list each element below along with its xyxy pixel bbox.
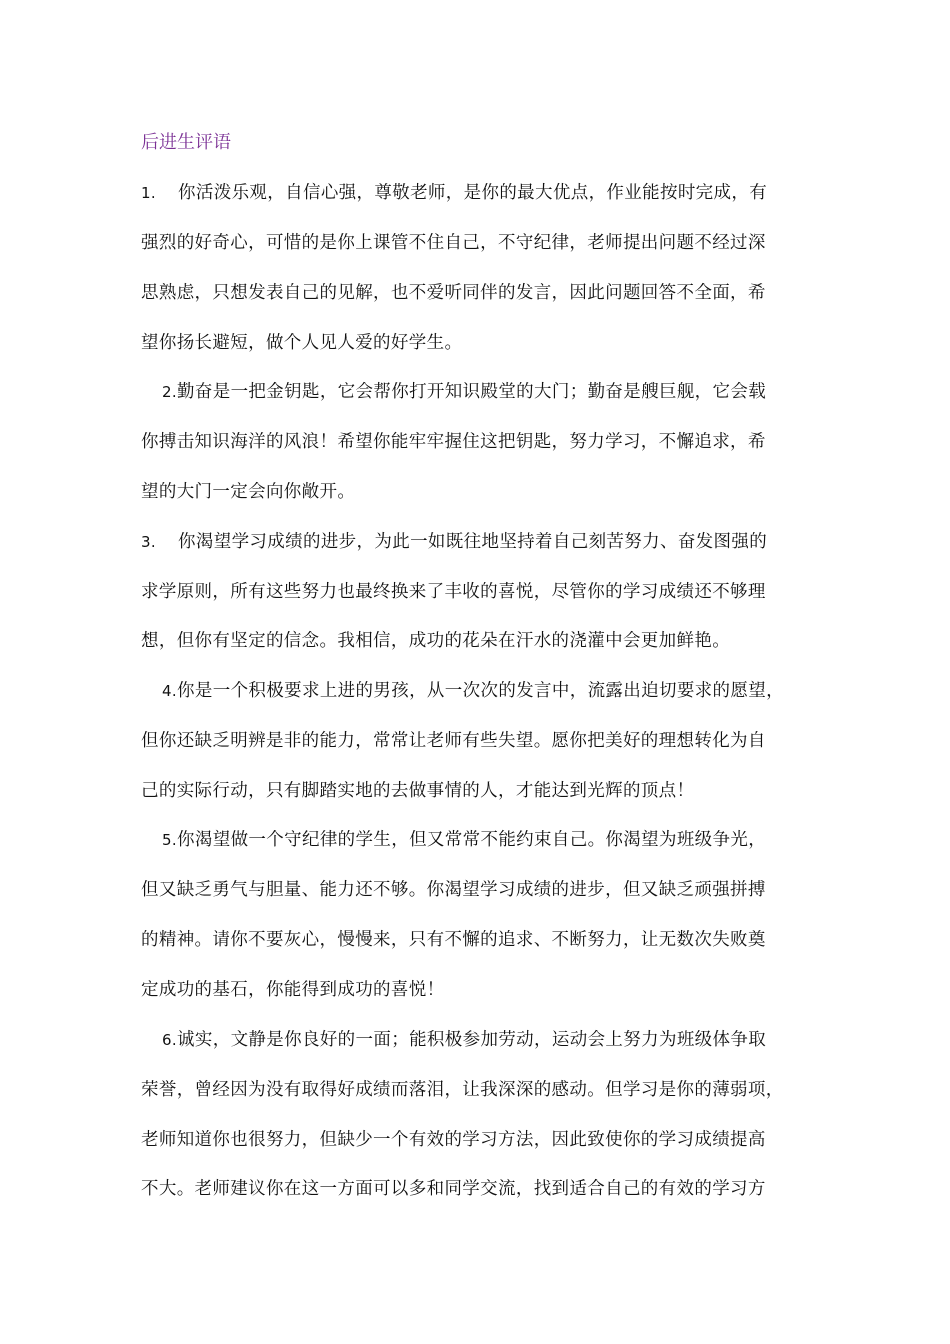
paragraph-2-line-1 — [162, 379, 766, 405]
paragraph-6-text: 诚实，文静是你良好的一面；能积极参加劳动，运动会上努力为班级体争取 — [177, 1030, 767, 1050]
paragraph-5-line-3: 的精神。请你不要灰心，慢慢来，只有不懈的追求、不断努力，让无数次失败奠 — [141, 930, 766, 950]
paragraph-3-line-2: 求学原则，所有这些努力也最终换来了丰收的喜悦，尽管你的学习成绩还不够理 — [141, 582, 766, 602]
paragraph-4-line-2: 但你还缺乏明辨是非的能力，常常让老师有些失望。愿你把美好的理想转化为自 — [141, 731, 766, 751]
paragraph-1-text: 你活泼乐观，自信心强，尊敬老师，是你的最大优点，作业能按时完成，有 — [178, 183, 768, 203]
paragraph-3-line-1 — [141, 529, 767, 555]
paragraph-6-line-1 — [162, 1027, 766, 1053]
paragraph-6-line-4: 不大。老师建议你在这一方面可以多和同学交流，找到适合自己的有效的学习方 — [141, 1179, 766, 1199]
paragraph-3-line-3: 想，但你有坚定的信念。我相信，成功的花朵在汗水的浇灌中会更加鲜艳。 — [141, 631, 731, 651]
paragraph-2-text: 勤奋是一把金钥匙，它会帮你打开知识殿堂的大门；勤奋是艘巨舰，它会载 — [177, 382, 767, 402]
paragraph-4-line-3: 己的实际行动，只有脚踏实地的去做事情的人，才能达到光辉的顶点！ — [141, 781, 695, 801]
paragraph-1-line-1 — [141, 180, 767, 206]
paragraph-1-number: 1. — [141, 184, 157, 202]
paragraph-5-line-2: 但又缺乏勇气与胆量、能力还不够。你渴望学习成绩的进步，但又缺乏顽强拼搏 — [141, 880, 766, 900]
paragraph-4-line-1 — [162, 678, 784, 704]
paragraph-5-line-4: 定成功的基石，你能得到成功的喜悦！ — [141, 980, 445, 1000]
paragraph-1-line-2: 强烈的好奇心，可惜的是你上课管不住自己，不守纪律，老师提出问题不经过深 — [141, 233, 766, 253]
paragraph-6-number: 6. — [162, 1031, 178, 1049]
paragraph-4-text: 你是一个积极要求上进的男孩，从一次次的发言中，流露出迫切要求的愿望， — [177, 681, 784, 701]
paragraph-1-line-4: 望你扬长避短，做个人见人爱的好学生。 — [141, 333, 463, 353]
paragraph-2-number: 2. — [162, 383, 178, 401]
paragraph-3-number: 3. — [141, 533, 157, 551]
document-title: 后进生评语 — [141, 132, 231, 153]
paragraph-6-line-2: 荣誉，曾经因为没有取得好成绩而落泪，让我深深的感动。但学习是你的薄弱项， — [141, 1080, 784, 1100]
paragraph-2-line-3: 望的大门一定会向你敞开。 — [141, 482, 356, 502]
paragraph-3-text: 你渴望学习成绩的进步，为此一如既往地坚持着自己刻苦努力、奋发图强的 — [178, 532, 768, 552]
paragraph-4-number: 4. — [162, 682, 178, 700]
paragraph-2-line-2: 你搏击知识海洋的风浪！希望你能牢牢握住这把钥匙，努力学习，不懈追求，希 — [141, 432, 766, 452]
paragraph-5-text: 你渴望做一个守纪律的学生，但又常常不能约束自己。你渴望为班级争光， — [177, 830, 767, 850]
paragraph-5-line-1 — [162, 827, 766, 853]
paragraph-5-number: 5. — [162, 831, 178, 849]
paragraph-1-line-3: 思熟虑，只想发表自己的见解，也不爱听同伴的发言，因此问题回答不全面，希 — [141, 283, 766, 303]
paragraph-6-line-3: 老师知道你也很努力，但缺少一个有效的学习方法，因此致使你的学习成绩提高 — [141, 1130, 766, 1150]
